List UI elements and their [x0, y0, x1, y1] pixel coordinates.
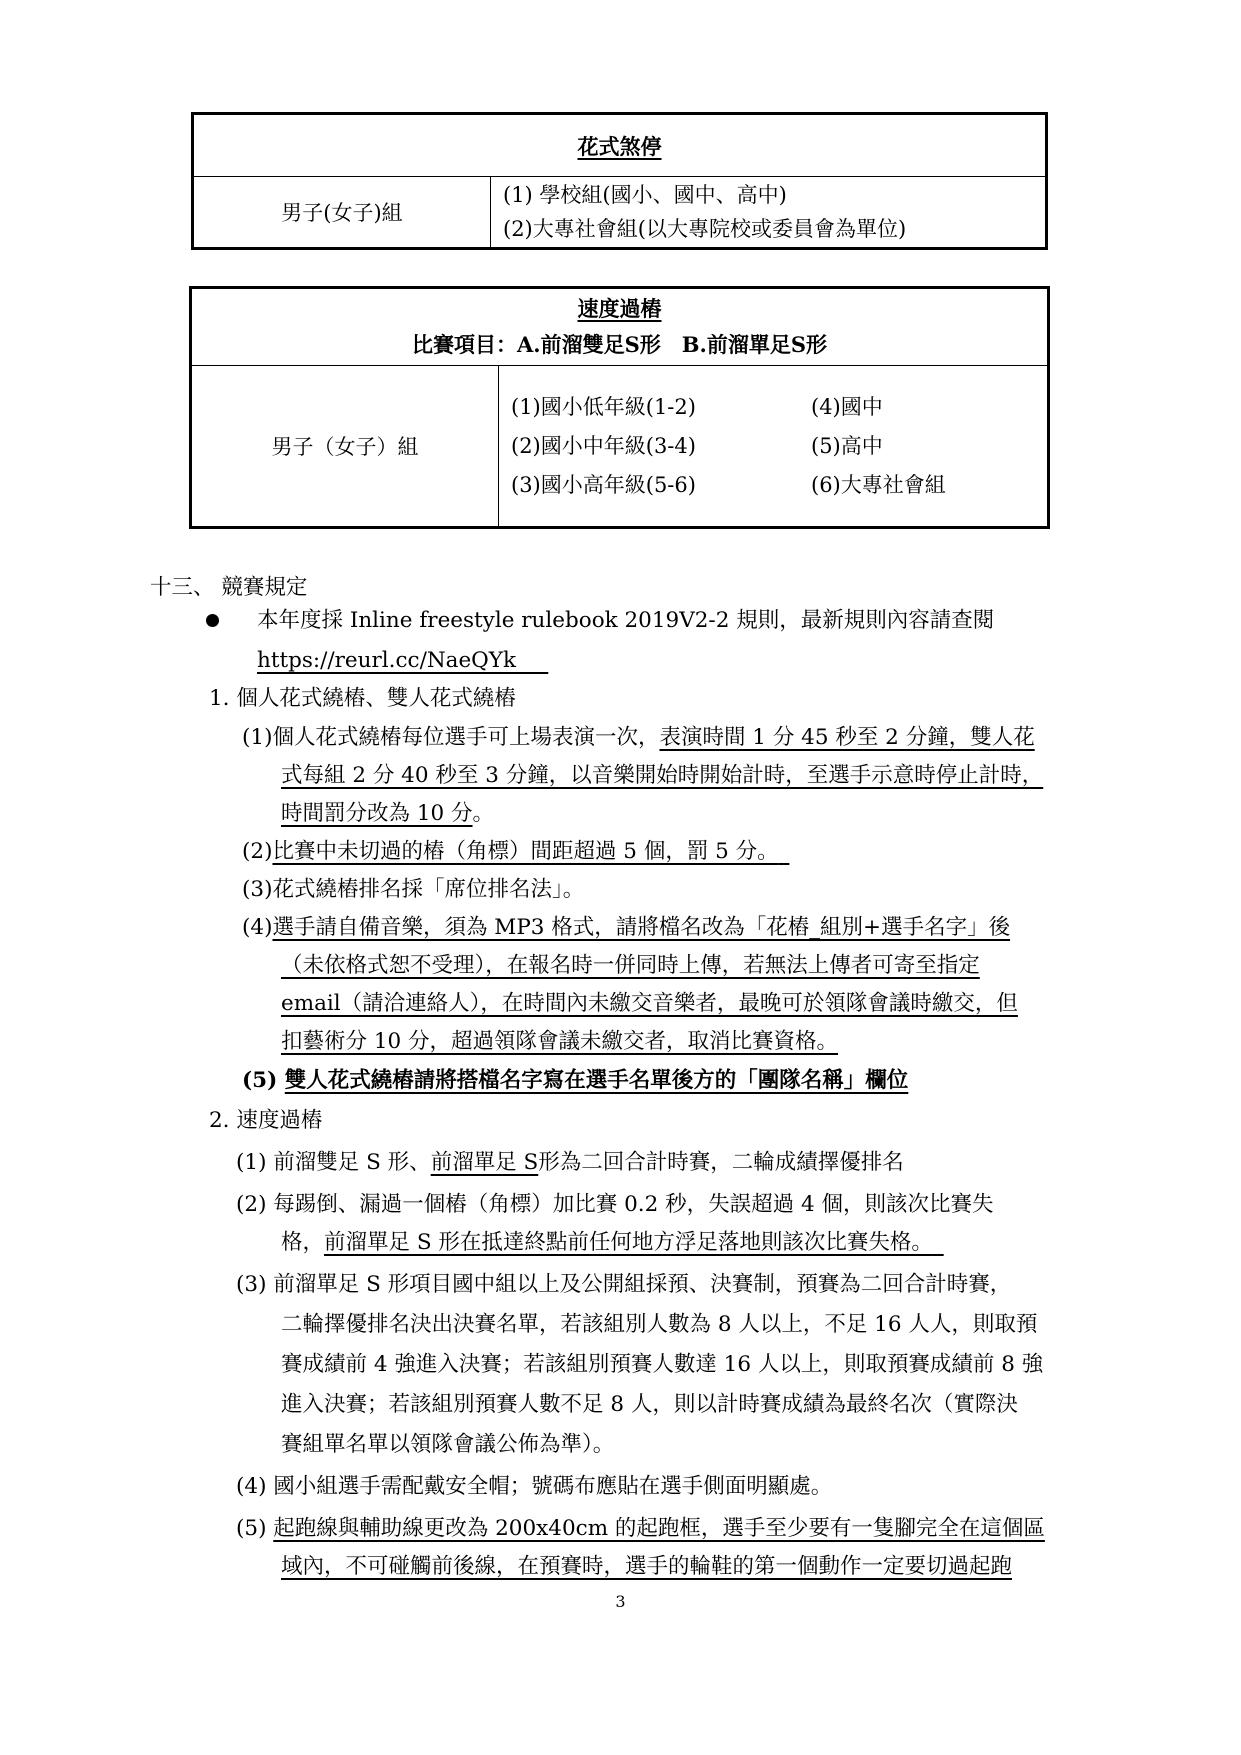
- table2-header: [191, 288, 1049, 366]
- table1-group-1: (1) 學校組(國小、國中、高中): [503, 183, 787, 207]
- item1-p1-line3: 時間罰分改為 10 分。: [281, 801, 495, 826]
- fancy-brake-table: [191, 112, 1048, 250]
- item1-p3: (3)花式繞樁排名採「席位排名法」。: [242, 877, 585, 902]
- item2-p1: (1) 前溜雙足 S 形、前溜單足 S形為二回合計時賽，二輪成績擇優排名: [236, 1150, 904, 1175]
- item1-p4-line2: （未依格式恕不受理），在報名時一併同時上傳，若無法上傳者可寄至指定: [281, 953, 980, 978]
- item1-title: 1. 個人花式繞樁、雙人花式繞樁: [209, 686, 516, 711]
- speed-slalom-table: [189, 286, 1050, 529]
- table2-group-3: (3)國小高年級(5-6): [511, 472, 696, 497]
- item1-p1-line1: (1)個人花式繞樁每位選手可上場表演一次，表演時間 1 分 45 秒至 2 分鐘，雙人花: [242, 725, 1035, 750]
- table2-group-1: (1)國小低年級(1-2): [511, 394, 696, 419]
- table2-group-6: (6)大專社會組: [811, 472, 946, 497]
- item2-title: 2. 速度過樁: [209, 1108, 323, 1133]
- item1-p2: (2)比賽中未切過的樁（角標）間距超過 5 個，罰 5 分。: [242, 839, 779, 864]
- item2-p5-line1: (5) 起跑線與輔助線更改為 200x40cm 的起跑框，選手至少要有一隻腳完全在這個區: [236, 1516, 1045, 1541]
- item2-p3-line2: 二輪擇優排名決出決賽名單，若該組別人數為 8 人以上，不足 16 人人，則取預: [281, 1312, 1038, 1337]
- table1-group-2: (2)大專社會組(以大專院校或委員會為單位): [503, 217, 907, 241]
- item2-p3-line3: 賽成績前 4 強進入決賽；若該組別預賽人數達 16 人以上，則取預賽成績前 8 強: [281, 1352, 1044, 1377]
- table2-group-4: (4)國中: [811, 394, 883, 419]
- table2-subtitle: 比賽項目：A.前溜雙足S形 B.前溜單足S形: [412, 332, 827, 357]
- bullet-icon: [206, 614, 219, 627]
- table1-groups: [491, 177, 1047, 249]
- table1-title: 花式煞停: [193, 114, 1047, 177]
- item1-p5: (5) 雙人花式繞樁請將搭檔名字寫在選手名單後方的「團隊名稱」欄位: [242, 1068, 909, 1093]
- item2-p3-line4: 進入決賽；若該組別預賽人數不足 8 人，則以計時賽成績為最終名次（實際決: [281, 1392, 1018, 1417]
- rulebook-link[interactable]: https://reurl.cc/NaeQYk: [257, 648, 517, 673]
- item1-p4-line1: (4)選手請自備音樂，須為 MP3 格式，請將檔名改為「花樁_組別+選手名字」後: [242, 915, 1011, 940]
- page-number: 3: [615, 1592, 626, 1611]
- item2-p5-line2: 域內，不可碰觸前後線，在預賽時，選手的輪鞋的第一個動作一定要切過起跑: [281, 1554, 1013, 1579]
- section-heading: 十三、 競賽規定: [150, 575, 308, 600]
- table2-category: 男子（女子）組: [191, 366, 499, 528]
- item1-p4-line3: email（請洽連絡人），在時間內未繳交音樂者，最晚可於領隊會議時繳交，但: [281, 991, 1018, 1016]
- table2-groups: [499, 366, 1049, 528]
- table2-group-2: (2)國小中年級(3-4): [511, 433, 696, 458]
- item2-p2-line2: 格，前溜單足 S 形在抵達終點前任何地方浮足落地則該次比賽失格。: [281, 1230, 933, 1255]
- table2-group-5: (5)高中: [811, 433, 883, 458]
- table2-title: 速度過樁: [577, 296, 662, 321]
- item2-p2-line1: (2) 每踢倒、漏過一個樁（角標）加比賽 0.2 秒，失誤超過 4 個，則該次比賽失: [236, 1192, 994, 1217]
- item1-p1-line2: 式每組 2 分 40 秒至 3 分鐘，以音樂開始時開始計時，至選手示意時停止計時，: [281, 763, 1044, 788]
- item2-p4: (4) 國小組選手需配戴安全帽；號碼布應貼在選手側面明顯處。: [236, 1474, 833, 1499]
- item2-p3-line1: (3) 前溜單足 S 形項目國中組以上及公開組採預、決賽制，預賽為二回合計時賽，: [236, 1272, 1012, 1297]
- item1-p4-line4: 扣藝術分 10 分，超過領隊會議未繳交者，取消比賽資格。: [281, 1029, 839, 1054]
- item2-p3-line5: 賽組單名單以領隊會議公佈為準）。: [281, 1432, 615, 1457]
- table1-category: 男子(女子)組: [193, 177, 491, 249]
- rulebook-line: 本年度採 Inline freestyle rulebook 2019V2-2 規則，最新規則內容請查閱: [257, 608, 995, 633]
